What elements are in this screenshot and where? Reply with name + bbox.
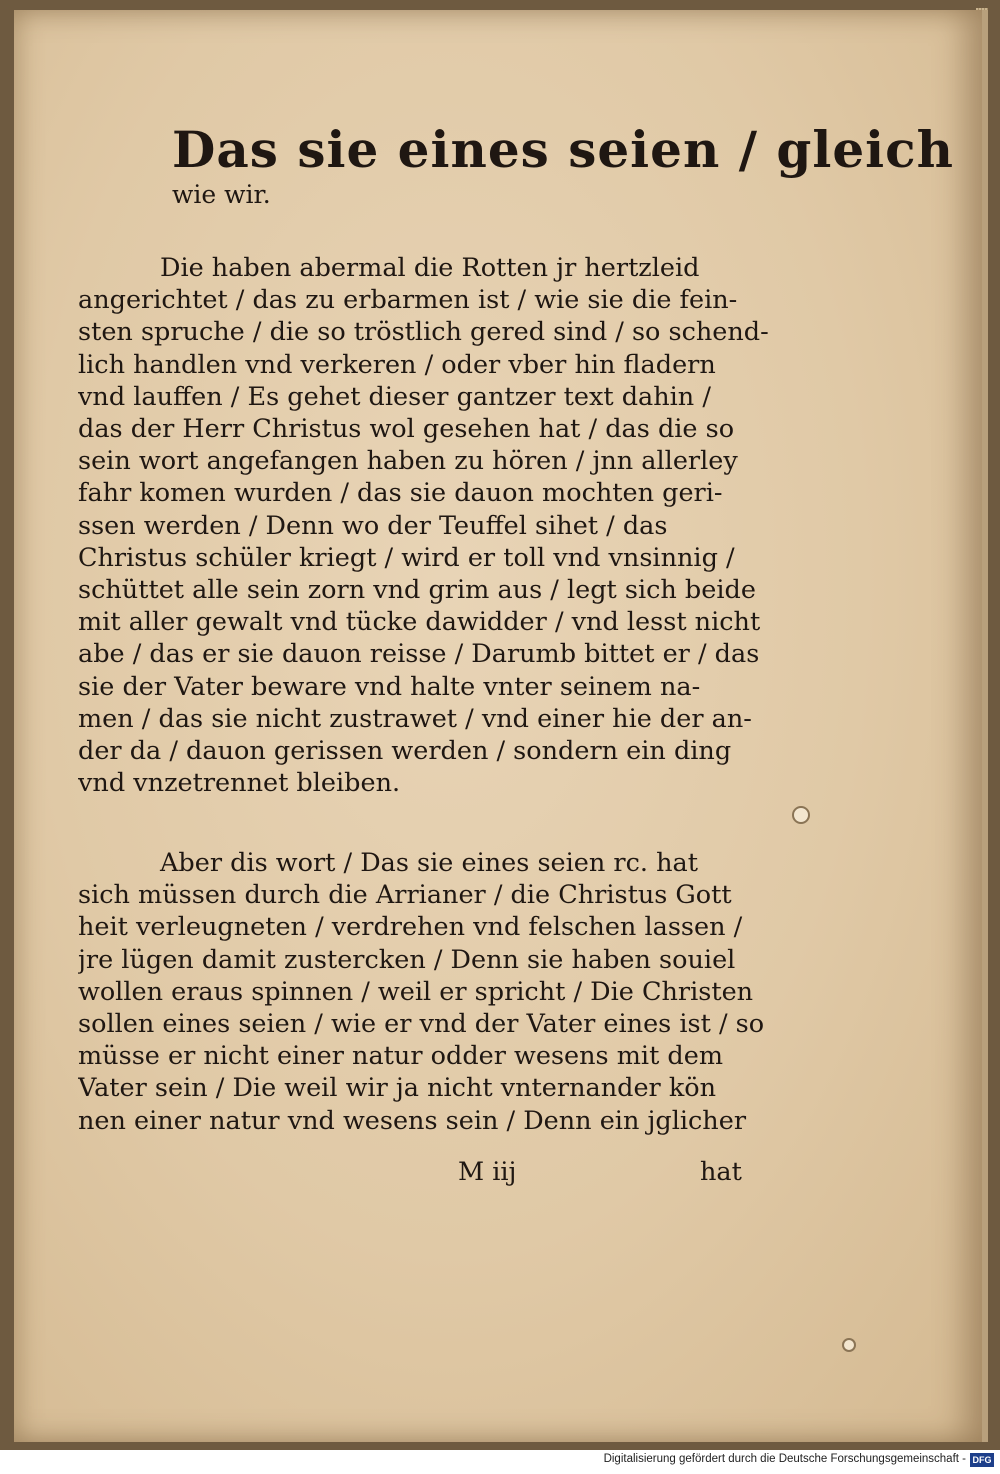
catchword: hat: [700, 1157, 742, 1187]
heading-line-2: wie wir.: [172, 180, 271, 209]
text-line: ssen werden / Denn wo der Teuffel sihet / das: [78, 510, 668, 541]
text-line: men / das sie nicht zustrawet / vnd einer hie der an-: [78, 703, 752, 734]
binding-hole-mark: [842, 1338, 856, 1352]
page-heading: [172, 120, 954, 210]
paragraph-2: [78, 847, 778, 1137]
text-line: fahr komen wurden / das sie dauon mochten geri-: [78, 478, 723, 509]
dfg-logo: DFG: [970, 1453, 994, 1467]
text-line: vnd lauffen / Es gehet dieser gantzer text dahin /: [78, 381, 711, 412]
text-line: schüttet alle sein zorn vnd grim aus / legt sich beide: [78, 575, 756, 606]
text-line: wollen eraus spinnen / weil er spricht / Die Christen: [78, 976, 754, 1007]
text-line: Vater sein / Die weil wir ja nicht vnternander kön: [78, 1073, 717, 1104]
text-line: müsse er nicht einer natur odder wesens mit dem: [78, 1041, 724, 1072]
text-line: abe / das er sie dauon reisse / Darumb bittet er / das: [78, 639, 760, 670]
signature-mark: M iij: [458, 1157, 517, 1187]
text-line: das der Herr Christus wol gesehen hat / das die so: [78, 414, 735, 445]
text-line: angerichtet / das zu erbarmen ist / wie sie die fein-: [78, 285, 738, 316]
digitization-credit: Digitalisierung gefördert durch die Deutsche Forschungsgemeinschaft -: [603, 1453, 966, 1465]
text-line: sten spruche / die so tröstlich gered sind / so schend-: [78, 317, 769, 348]
text-line: Die haben abermal die Rotten jr hertzleid: [160, 253, 700, 283]
text-line: sich müssen durch die Arrianer / die Christus Gott: [78, 880, 732, 911]
text-line: vnd vnzetrennet bleiben.: [78, 768, 401, 799]
text-line: Christus schüler kriegt / wird er toll vnd vnsinnig /: [78, 542, 735, 573]
text-line: jre lügen damit zustercken / Denn sie haben souiel: [78, 944, 736, 975]
text-line: der da / dauon gerissen werden / sondern ein ding: [78, 736, 732, 767]
text-line: sollen eines seien / wie er vnd der Vater eines ist / so: [78, 1009, 765, 1040]
heading-line-1: Das sie eines seien / gleich: [172, 120, 954, 179]
text-line: lich handlen vnd verkeren / oder vber hin fladern: [78, 349, 716, 380]
text-line: heit verleugneten / verdrehen vnd felschen lassen /: [78, 912, 743, 943]
text-line: sein wort angefangen haben zu hören / jnn allerley: [78, 446, 738, 477]
text-line: Aber dis wort / Das sie eines seien rc. hat: [160, 848, 698, 878]
binding-hole-mark: [792, 806, 810, 824]
text-line: sie der Vater beware vnd halte vnter seinem na-: [78, 671, 701, 702]
text-line: nen einer natur vnd wesens sein / Denn ein jglicher: [78, 1105, 747, 1136]
text-line: mit aller gewalt vnd tücke dawidder / vnd lesst nicht: [78, 607, 761, 638]
paragraph-1: [78, 252, 778, 799]
